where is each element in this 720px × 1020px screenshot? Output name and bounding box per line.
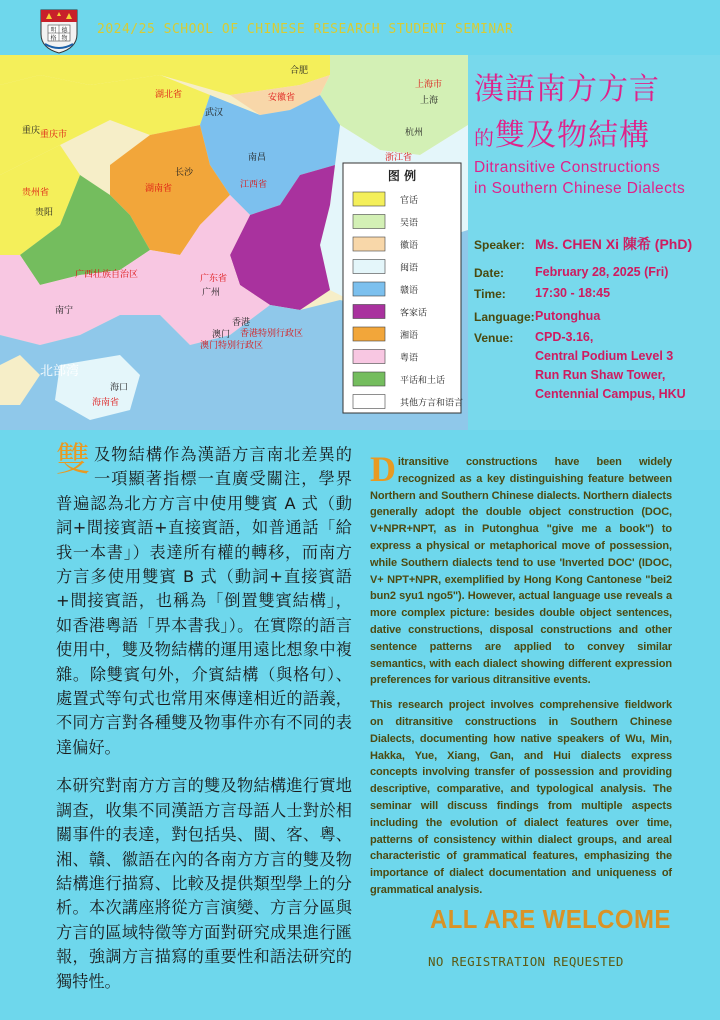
- time-value: 17:30 - 18:45: [535, 286, 611, 300]
- language-value: Putonghua: [535, 309, 601, 323]
- seminar-series-title: 2024/25 SCHOOL OF CHINESE RESEARCH STUDENT SEMINAR: [97, 22, 514, 37]
- legend-swatch: [353, 372, 385, 386]
- province-jiangxi: 江西省: [240, 180, 268, 190]
- legend-swatch: [353, 305, 385, 319]
- chinese-dropcap: 雙: [56, 440, 90, 480]
- chinese-paragraph-1-text: 及物結構作為漢語方言南北差異的一項顯著指標一直廣受關注，學界普遍認為北方方言中使用雙賓 A 式（動詞+間接賓語+直接賓語，如普通話「給我一本書」）表達所有權的轉移，而南方方言多使用雙賓 B 式（動詞+直接賓語+間接賓語，也稱為「倒置雙賓結構」，如香港粵語「畀本書我」）。在實際的語言使用中，雙及物結構的運用遠比想象中複雜。除雙賓句外，介賓結構（與格句）、處置式等句式也常用來傳達相近的語義，不同方言對各種雙及物事件亦有不同的表達偏好。: [56, 445, 352, 757]
- city-guangzhou: 广州: [202, 288, 221, 298]
- legend-label: 徽语: [400, 241, 419, 251]
- title-chinese-particle: 的: [474, 126, 495, 150]
- date-value: February 28, 2025 (Fri): [535, 265, 669, 279]
- venue-line-4: Centennial Campus, HKU: [535, 387, 686, 401]
- dialect-map: [0, 55, 468, 430]
- english-abstract: [370, 449, 672, 907]
- city-shanghai: 上海市: [415, 80, 443, 90]
- legend-swatch: [353, 215, 385, 229]
- english-dropcap: D: [370, 449, 396, 489]
- crest-char-3: 格: [50, 35, 57, 42]
- chinese-paragraph-2: 本研究對南方方言的雙及物結構進行實地調查，收集不同漢語方言母語人士對於相關事件的表達，對包括吳、閩、客、粵、湘、贛、徽語在內的各南方方言的雙及物結構進行描寫、比較及提供類型學上的分析。本次講座將從方言演變、方言分區與方言的區域特徵等方面對研究成果進行匯報，強調方言描寫的重要性和語法研究的獨特性。: [56, 776, 352, 991]
- venue-line-3: Run Run Shaw Tower,: [535, 368, 666, 382]
- no-registration-note: NO REGISTRATION REQUESTED: [428, 954, 624, 969]
- legend-swatch: [353, 237, 385, 251]
- venue-line-1: CPD-3.16,: [535, 330, 594, 344]
- sea-label-beibu: 北部湾: [40, 364, 80, 379]
- english-paragraph-1-text: itransitive constructions have been widely recognized as a key distinguishing feature between Northern and Southern Chinese dialects. Northern dialects generally adopt the double object construction (DOC, V+NPR+NPT, as in Putonghua "give me a book") to express a physical or metaphorical move of possession, while Southern dialects tend to use 'Inverted DOC' (IDOC, V+ NPT+NPR, exemplified by Hong Kong Cantonese "bei2 bun2 syu1 ngo5"). However, actual language use reveals a more complex picture: besides double object sentences, dative constructions, disposal constructions and other sentence patterns are applied to convey similar semantics, with each dialect showing different expression preferences for various ditransitive events.: [370, 456, 672, 687]
- hku-crest-logo: [39, 8, 79, 54]
- province-zhejiang: 浙江省: [385, 153, 413, 163]
- map-legend: [343, 163, 463, 413]
- language-label: Language:: [474, 310, 535, 324]
- crest-char-1: 明: [50, 27, 57, 34]
- legend-swatch: [353, 327, 385, 341]
- legend-label: 平话和土话: [400, 376, 446, 386]
- legend-label: 闽语: [400, 263, 419, 274]
- sar-macau: 澳门特别行政区: [200, 341, 264, 351]
- crest-char-2: 德: [61, 27, 68, 34]
- province-hainan: 海南省: [92, 398, 120, 408]
- legend-swatch: [353, 395, 385, 409]
- chinese-abstract: [56, 440, 352, 1008]
- time-label: Time:: [474, 287, 506, 301]
- legend-label: 其他方言和语言: [400, 398, 464, 409]
- city-haikou: 海口: [110, 383, 129, 393]
- title-chinese-line-1: 漢語南方方言: [474, 72, 660, 107]
- province-hunan: 湖南省: [145, 184, 173, 194]
- city-nanning: 南宁: [55, 306, 74, 316]
- city-hangzhou: 杭州: [405, 128, 424, 138]
- city-hongkong: 香港: [232, 318, 251, 328]
- legend-label: 赣语: [400, 286, 419, 296]
- legend-swatch: [353, 260, 385, 274]
- legend-swatch: [353, 282, 385, 296]
- legend-label: 湘语: [400, 331, 419, 341]
- speaker-label: Speaker:: [474, 238, 525, 252]
- city-chongqing: 重庆: [22, 126, 41, 136]
- legend-label: 客家话: [400, 308, 428, 319]
- legend-title: 图 例: [387, 169, 417, 183]
- province-guizhou: 贵州省: [22, 188, 50, 198]
- title-english-line-1: Ditransitive Constructions: [474, 159, 661, 176]
- legend-label: 吴语: [400, 218, 419, 229]
- municipality-chongqing: 重庆市: [40, 130, 68, 140]
- city-macau: 澳门: [212, 330, 231, 340]
- venue-label: Venue:: [474, 331, 514, 345]
- venue-line-2: Central Podium Level 3: [535, 349, 674, 363]
- english-paragraph-2: This research project involves comprehensive fieldwork on ditransitive constructions in Southern Chinese Dialects, documenting how native speakers of Wu, Min, Hakka, Yue, Xiang, Gan, and Hui dialects express concepts involving transfer of possession and providing descriptive, comparative, and typological analysis. The seminar will discuss findings from multiple aspects including the evolution of dialect features over time, patterns of consistency within dialect groups, and areal characteristic of grammatical features, emphasizing the importance of dialect documentation and uniqueness of grammatical analysis.: [370, 699, 672, 896]
- city-hefei: 合肥: [290, 66, 309, 76]
- legend-label: 官话: [400, 196, 419, 206]
- title-english-line-2: in Southern Chinese Dialects: [474, 180, 686, 197]
- english-paragraph-1: [370, 449, 672, 689]
- legend-swatch: [353, 192, 385, 206]
- city-guiyang: 贵阳: [35, 208, 54, 218]
- legend-label: 粤语: [400, 353, 419, 364]
- province-anhui: 安徽省: [268, 93, 296, 103]
- city-wuhan: 武汉: [205, 108, 224, 118]
- title-chinese-line-2: [474, 110, 650, 154]
- region-guangxi: 广西壮族自治区: [75, 270, 139, 280]
- province-guangdong: 广东省: [200, 274, 228, 284]
- date-label: Date:: [474, 266, 505, 280]
- title-chinese-main: 雙及物結構: [495, 118, 650, 153]
- sar-hongkong: 香港特别行政区: [240, 329, 304, 339]
- speaker-value: Ms. CHEN Xi 陳希 (PhD): [535, 236, 693, 252]
- legend-swatch: [353, 350, 385, 364]
- city-changsha: 长沙: [175, 168, 194, 178]
- city-shanghai-2: 上海: [420, 96, 439, 106]
- crest-char-4: 物: [61, 35, 68, 42]
- chinese-paragraph-1: [56, 440, 352, 760]
- city-nanchang: 南昌: [248, 153, 267, 163]
- province-hubei: 湖北省: [155, 90, 183, 100]
- all-are-welcome: ALL ARE WELCOME: [430, 904, 671, 934]
